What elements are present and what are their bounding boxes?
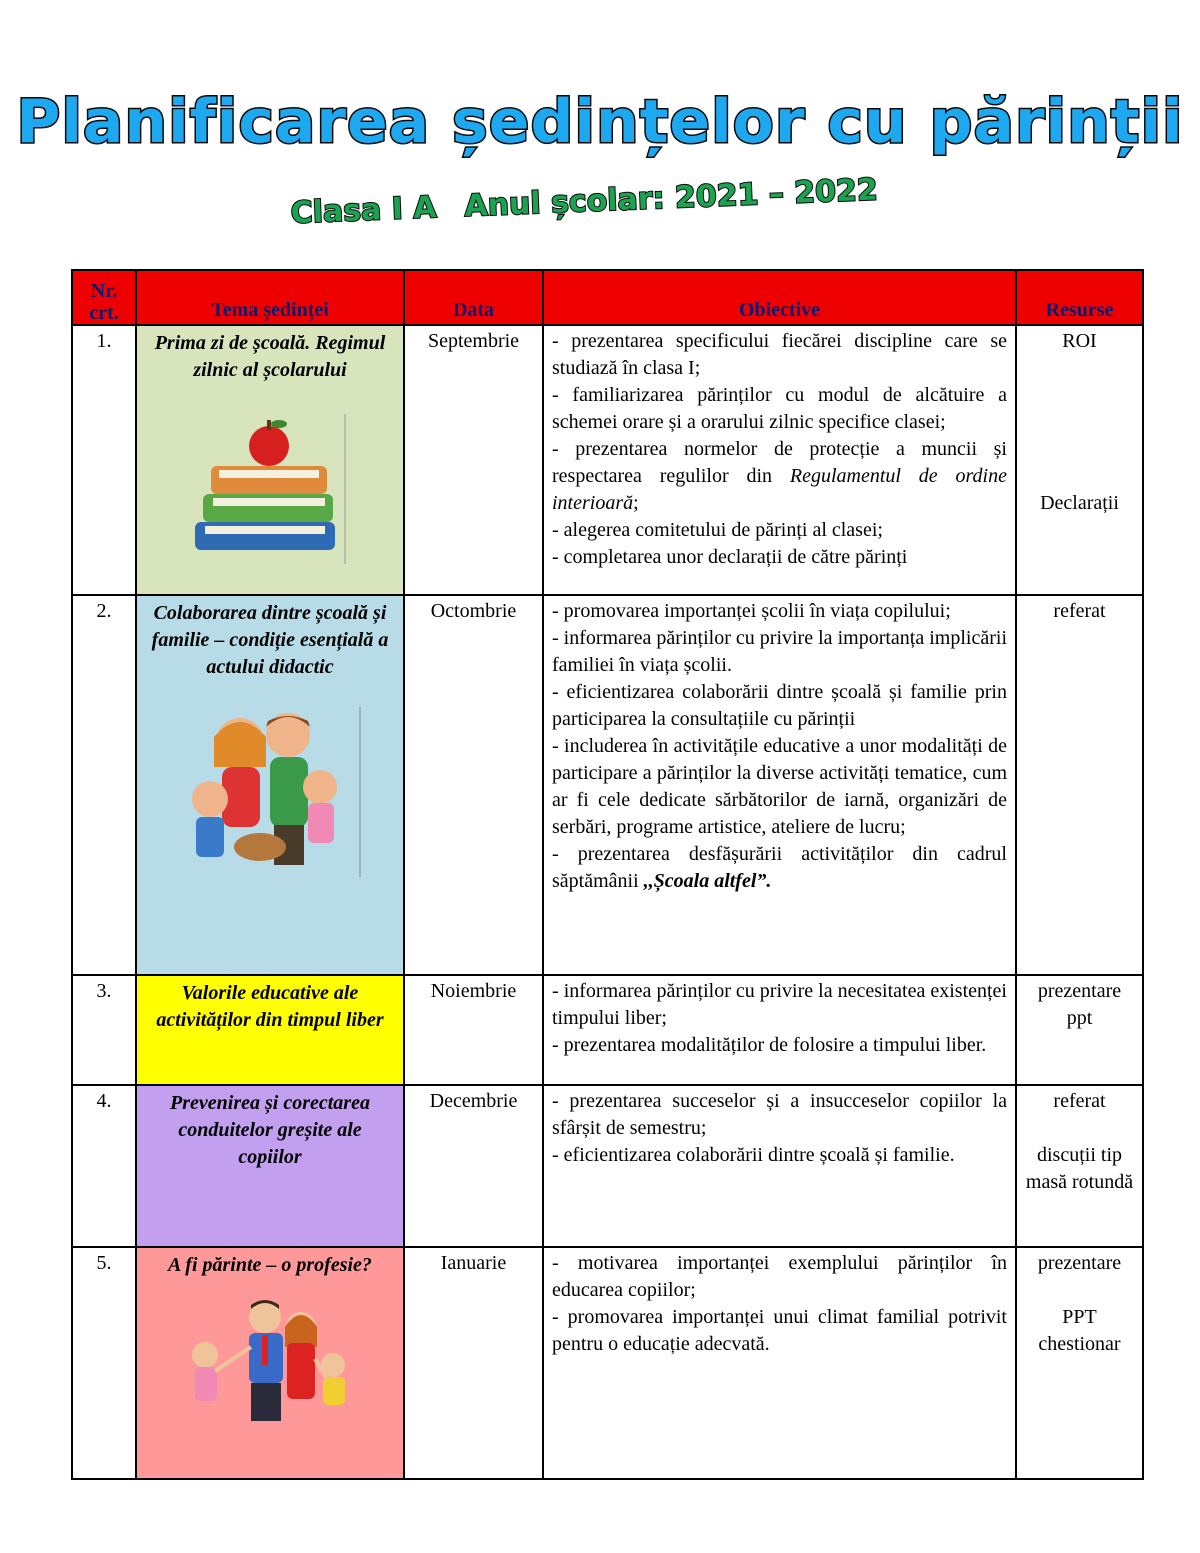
row-date: Ianuarie <box>404 1247 543 1479</box>
meetings-table <box>71 269 1144 1480</box>
row-objectives <box>543 1247 1016 1479</box>
topic-text: Prima zi de școală. Regimul zilnic al școlarului <box>154 332 386 381</box>
row-date: Decembrie <box>404 1085 543 1247</box>
objective-item: - prezentarea specificului fiecărei discipline care se studiază în clasa I; <box>552 330 1007 379</box>
row-date: Septembrie <box>404 325 543 595</box>
event-name: ,,Școala altfel”. <box>643 870 772 892</box>
row-topic <box>136 595 404 975</box>
resource-item: discuții tip masă rotundă <box>1025 1144 1134 1193</box>
row-topic <box>136 1247 404 1479</box>
row-number: 2. <box>72 595 136 975</box>
resource-item: ROI <box>1062 330 1097 352</box>
table-row <box>72 1247 1143 1479</box>
table-row <box>72 595 1143 975</box>
objective-item: - informarea părinților cu privire la necesitatea existenței timpului liber; <box>552 980 1007 1029</box>
row-resources <box>1016 1247 1143 1479</box>
row-resources <box>1016 595 1143 975</box>
row-objectives <box>543 1085 1016 1247</box>
objective-item: - informarea părinților cu privire la importanța implicării familiei în viața școlii. <box>552 627 1007 676</box>
row-resources <box>1016 325 1143 595</box>
row-number: 4. <box>72 1085 136 1247</box>
row-objectives <box>543 975 1016 1085</box>
row-objectives <box>543 595 1016 975</box>
family-icon <box>170 707 370 877</box>
header-resurse: Resurse <box>1016 270 1143 325</box>
objective-item: - promovarea importanței unui climat familial potrivit pentru o educație adecvată. <box>552 1306 1007 1355</box>
objective-item: - prezentarea succeselor și a insucceselor copiilor la sfârșit de semestru; <box>552 1090 1007 1139</box>
topic-text: Colaborarea dintre școală și familie – condiție esențială a actului didactic <box>151 602 389 678</box>
objective-item: - promovarea importanței școlii în viața copilului; <box>552 600 951 622</box>
topic-text: Prevenirea și corectarea conduitelor greșite ale copiilor <box>170 1092 370 1168</box>
objective-item: - prezentarea desfășurării activităților din cadrul săptămânii ,,Școala altfel”. <box>552 843 1007 892</box>
books-apple-icon <box>185 414 355 564</box>
header-data: Data <box>404 270 543 325</box>
table-row <box>72 1085 1143 1247</box>
row-number: 3. <box>72 975 136 1085</box>
objective-item: - alegerea comitetului de părinți al clasei; <box>552 519 883 541</box>
page-title: Planificarea ședințelor cu părinții <box>16 87 1184 157</box>
objective-item: - prezentarea modalităților de folosire a timpului liber. <box>552 1034 987 1056</box>
row-resources <box>1016 1085 1143 1247</box>
resource-item: PPT chestionar <box>1038 1306 1121 1355</box>
objective-item: - completarea unor declarații de către părinți <box>552 546 908 568</box>
resource-item: referat <box>1053 1090 1106 1112</box>
row-date: Octombrie <box>404 595 543 975</box>
topic-text: A fi părinte – o profesie? <box>168 1254 372 1276</box>
row-topic <box>136 975 404 1085</box>
family-hands-icon <box>175 1297 365 1427</box>
school-year-label: Anul școlar: 2021 – 2022 <box>463 172 879 224</box>
row-objectives <box>543 325 1016 595</box>
resource-item: prezentare <box>1037 1252 1122 1274</box>
resource-item: Declarații <box>1040 492 1119 514</box>
objective-item: - includerea în activitățile educative a unor modalități de participare a părinților la diverse activități tematice, cum ar fi cele dedicate sărbătorilor de iarnă, organizări de serbări, programe artistice, ateliere de lucru; <box>552 735 1007 838</box>
row-resources <box>1016 975 1143 1085</box>
class-label: Clasa I A <box>290 190 438 231</box>
resource-item: referat <box>1053 600 1106 622</box>
row-date: Noiembrie <box>404 975 543 1085</box>
header-nr: Nr. crt. <box>72 270 136 325</box>
page-subtitle <box>290 170 952 256</box>
row-number: 5. <box>72 1247 136 1479</box>
objective-item: - motivarea importanței exemplului părinților în educarea copiilor; <box>552 1252 1007 1301</box>
objective-item: - prezentarea normelor de protecție a muncii și respectarea regulilor din Regulamentul de ordine interioară; <box>552 438 1007 514</box>
regulation-name: Regulamentul de ordine interioară <box>552 465 1007 514</box>
resource-item: prezentare ppt <box>1037 980 1122 1029</box>
objective-item: - eficientizarea colaborării dintre școală și familie. <box>552 1144 955 1166</box>
row-topic <box>136 1085 404 1247</box>
topic-text: Valorile educative ale activităților din timpul liber <box>156 982 384 1031</box>
header-obiective: Obiective <box>543 270 1016 325</box>
objective-item: - familiarizarea părinților cu modul de alcătuire a schemei orare și a orarului zilnic specifice clasei; <box>552 384 1007 433</box>
table-row <box>72 325 1143 595</box>
row-number: 1. <box>72 325 136 595</box>
header-row <box>72 270 1143 325</box>
table-row <box>72 975 1143 1085</box>
objective-item: - eficientizarea colaborării dintre școală și familie prin participarea la consultațiile cu părinții <box>552 681 1007 730</box>
row-topic <box>136 325 404 595</box>
header-tema: Tema ședinței <box>136 270 404 325</box>
